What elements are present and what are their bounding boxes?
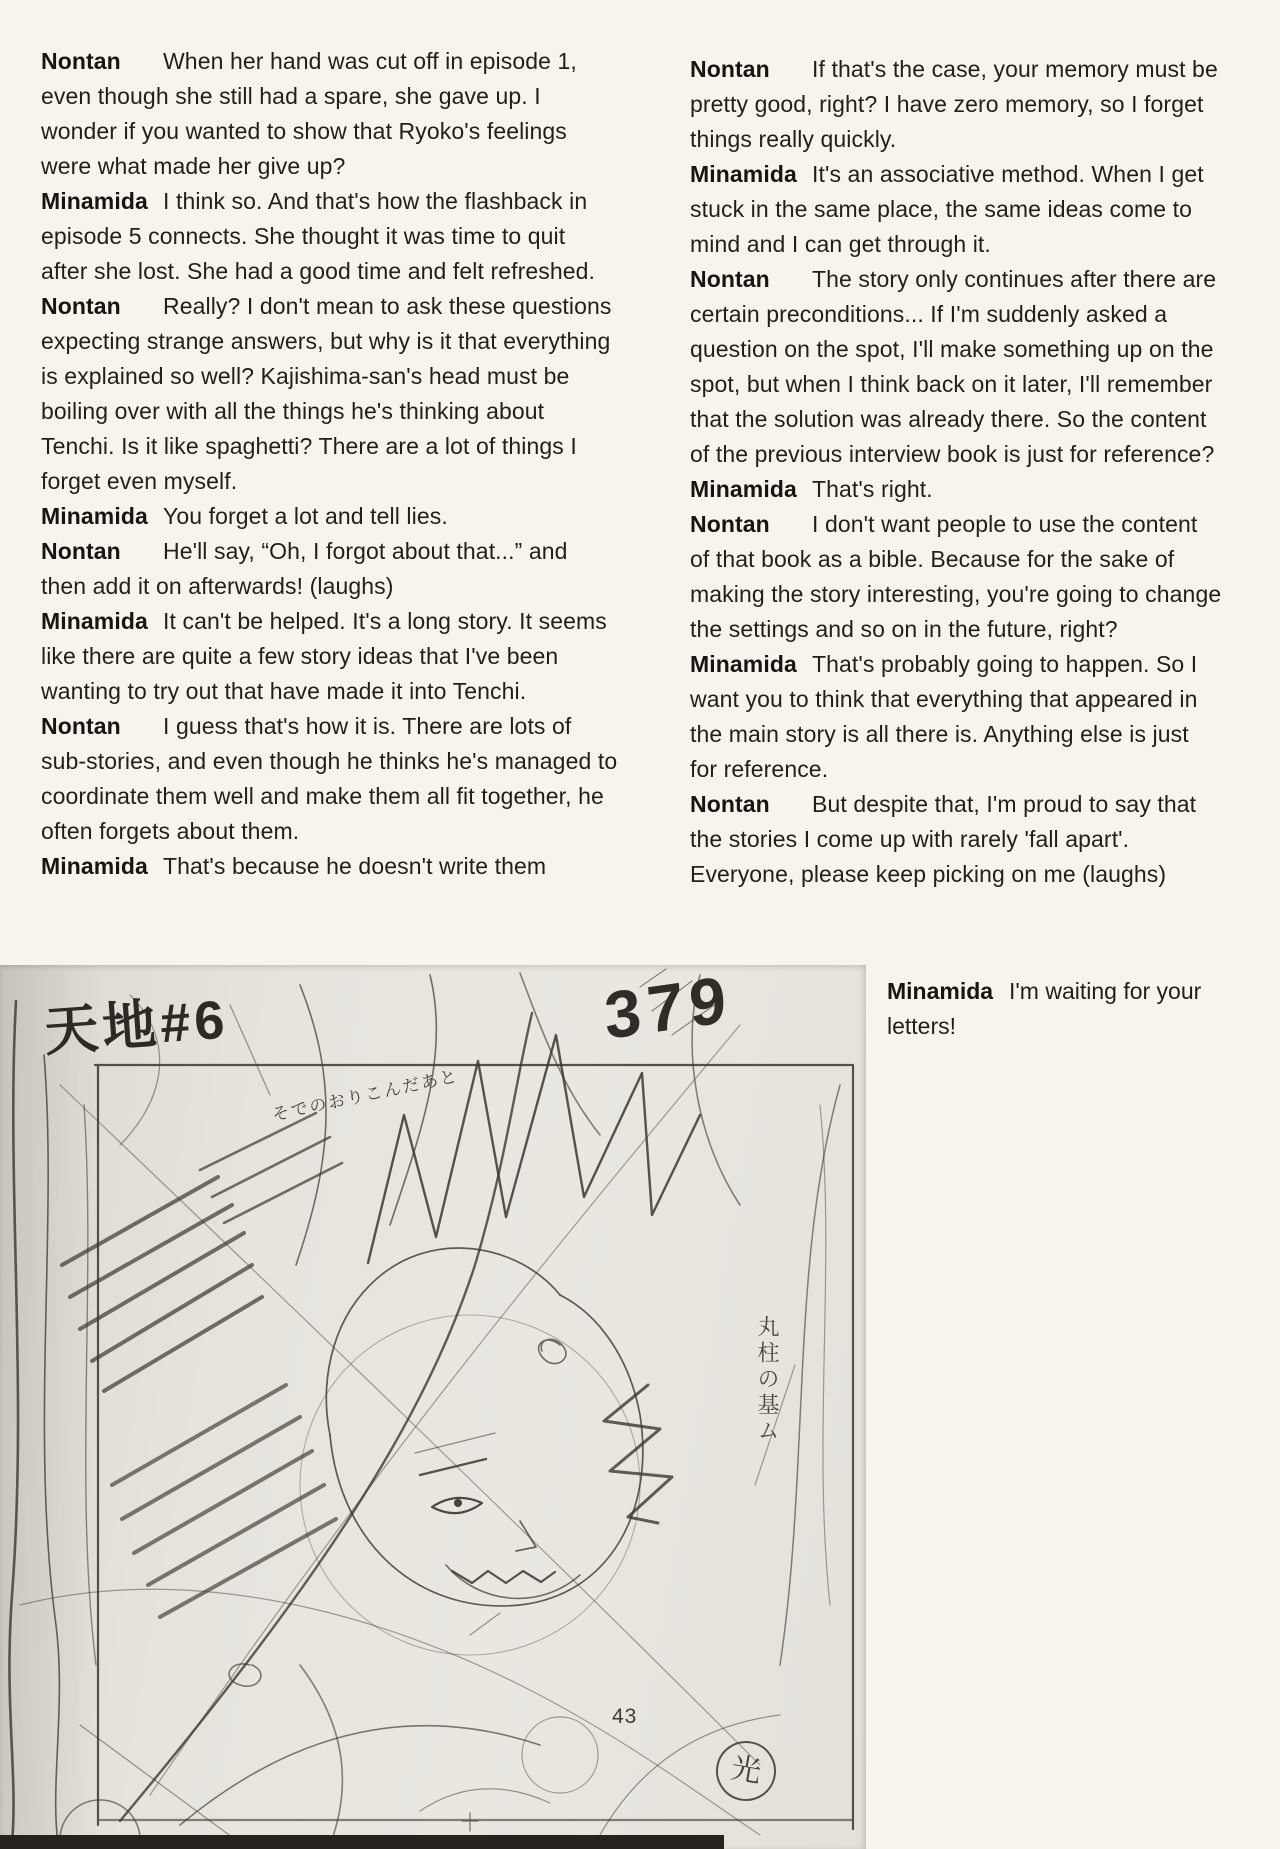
left-column	[41, 44, 618, 964]
speaker-name: Minamida	[41, 188, 148, 214]
dialogue-text: I think so. And that's how the flashback in episode 5 connects. She thought it was time to quit after she lost. She had a good time and felt refreshed.	[41, 188, 596, 284]
speaker-name: Minamida	[690, 651, 797, 677]
sketch-cut-number: 379	[602, 961, 735, 1053]
speaker-name: Nontan	[41, 293, 121, 319]
speaker-name: Nontan	[41, 538, 121, 564]
dialogue-turn	[41, 849, 618, 884]
dialogue-turn	[690, 262, 1222, 472]
dialogue-turn	[41, 709, 618, 849]
dialogue-text: The story only continues after there are certain preconditions... If I'm suddenly asked a question on the spot, I'll make something up on the spot, but when I think back on it later, I'll remember that the solution was already there. So the content of the previous interview book is just for reference?	[690, 266, 1217, 467]
dialogue-text: I don't want people to use the content of that book as a bible. Because for the sake of making the story interesting, you're going to change the settings and so on in the future, right?	[690, 511, 1222, 642]
dialogue-turn	[41, 44, 618, 184]
dialogue-text: It's an associative method. When I get stuck in the same place, the same ideas come to mind and I can get through it.	[690, 161, 1204, 257]
dialogue-text: When her hand was cut off in episode 1, even though she still had a spare, she gave up. I wonder if you wanted to show that Ryoko's feelings were what made her give up?	[41, 48, 577, 179]
speaker-name: Minamida	[41, 853, 148, 879]
dialogue-turn	[41, 499, 618, 534]
sketch-side-note: 丸柱の基ム	[755, 1315, 780, 1445]
pencil-sketch-figure	[0, 965, 866, 1849]
dialogue-text: It can't be helped. It's a long story. It seems like there are quite a few story ideas that I've been wanting to try out that have made it into Tenchi.	[41, 608, 607, 704]
speaker-name: Nontan	[690, 511, 770, 537]
dialogue-turn	[41, 534, 618, 604]
sketch-circled-mark: 光	[711, 1736, 781, 1806]
dialogue-text: I'm waiting for your letters!	[887, 978, 1202, 1039]
speaker-name: Minamida	[690, 476, 797, 502]
right-column	[690, 52, 1222, 967]
speaker-name: Nontan	[690, 56, 770, 82]
speaker-name: Minamida	[41, 503, 148, 529]
dialogue-turn	[41, 604, 618, 709]
dialogue-turn	[690, 52, 1222, 157]
speaker-name: Nontan	[690, 266, 770, 292]
pencil-sketch-photo	[0, 961, 866, 1849]
speaker-name: Nontan	[41, 48, 121, 74]
sketch-title-marker: 天地#6	[42, 989, 231, 1063]
dialogue-text: That's because he doesn't write them	[163, 853, 547, 879]
closing-line	[887, 974, 1235, 1044]
dialogue-text: You forget a lot and tell lies.	[163, 503, 448, 529]
dialogue-turn	[690, 787, 1222, 892]
sketch-page-number: 43	[612, 1705, 638, 1728]
dialogue-turn	[41, 184, 618, 289]
dialogue-turn	[690, 507, 1222, 647]
dialogue-turn	[690, 647, 1222, 787]
photo-bottom-edge	[0, 1835, 724, 1849]
speaker-name: Minamida	[690, 161, 797, 187]
dialogue-turn	[41, 289, 618, 499]
speaker-name: Nontan	[690, 791, 770, 817]
dialogue-text: That's probably going to happen. So I want you to think that everything that appeared in the main story is all there is. Anything else is just for reference.	[690, 651, 1198, 782]
sketch-note-scribble: そでのおりこんだあと	[270, 1066, 461, 1125]
dialogue-turn	[690, 157, 1222, 262]
dialogue-text: That's right.	[812, 476, 933, 502]
dialogue-text: He'll say, “Oh, I forgot about that...” and then add it on afterwards! (laughs)	[41, 538, 568, 599]
dialogue-text: I guess that's how it is. There are lots of sub-stories, and even though he thinks he's managed to coordinate them well and make them all fit together, he often forgets about them.	[41, 713, 618, 844]
speaker-name: Nontan	[41, 713, 121, 739]
speaker-name: Minamida	[41, 608, 148, 634]
speaker-name: Minamida	[887, 978, 994, 1004]
dialogue-text: But despite that, I'm proud to say that the stories I come up with rarely 'fall apart'. Everyone, please keep picking on me (laughs)	[690, 791, 1197, 887]
dialogue-text: Really? I don't mean to ask these questions expecting strange answers, but why is it that everything is explained so well? Kajishima-san's head must be boiling over with all the things he's thinking about Tenchi. Is it like spaghetti? There are a lot of things I forget even myself.	[41, 293, 612, 494]
dialogue-text: If that's the case, your memory must be pretty good, right? I have zero memory, so I forget things really quickly.	[690, 56, 1218, 152]
dialogue-turn	[690, 472, 1222, 507]
